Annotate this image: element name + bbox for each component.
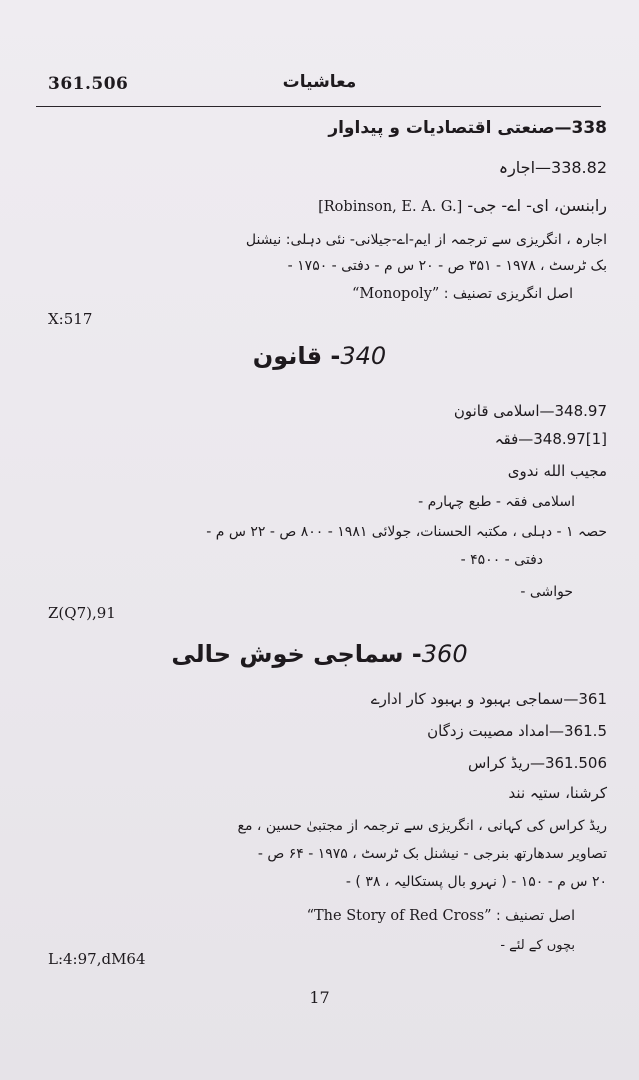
entry-338-title: صنعتی اقتصادیات و پیداوار xyxy=(328,118,555,138)
entry-361: 361—سماجی بہبود و بہبود کار ادارے xyxy=(370,690,607,708)
section-340-number: 340 xyxy=(340,342,387,370)
krishna-author: کرشنا، ستیہ نند xyxy=(508,784,607,802)
robinson-original-title xyxy=(352,286,573,302)
mujib-desc-3: دفتی - ۴۵۰۰ - xyxy=(460,552,543,568)
header-title: معاشیات xyxy=(282,72,357,92)
entry-361506-number: 361.506 xyxy=(544,754,607,772)
entry-34897: 348.97—اسلامی قانون xyxy=(453,402,607,420)
entry-361506-title: ریڈ کراس xyxy=(468,754,530,772)
entry-33882-title: اجارہ xyxy=(498,158,536,177)
robinson-original-label: اصل انگریزی تصنیف : xyxy=(443,286,573,302)
entry-348971: 348.97[1]—فقہ xyxy=(494,430,607,448)
robinson-author xyxy=(318,196,607,215)
krishna-desc-2: تصاویر سدھارتھ بنرجی - نیشنل بک ٹرسٹ ، ۱۹۷۵ - ۶۴ ص - xyxy=(257,846,607,862)
mujib-author: مجیب الله ندوی xyxy=(507,462,607,480)
entry-33882-number: 338.82 xyxy=(551,158,607,177)
krishna-desc-5: بچوں کے لئے - xyxy=(500,938,575,953)
krishna-original-label: اصل تصنیف : xyxy=(496,908,575,924)
entry-348971-number: 348.97[1] xyxy=(533,430,607,448)
robinson-author-english: [Robinson, E. A. G.] xyxy=(318,199,463,215)
entry-338-number: 338 xyxy=(571,118,607,138)
robinson-code: X:517 xyxy=(48,310,93,328)
header-class-number: 361.506 xyxy=(48,74,129,94)
section-340-title: قانون xyxy=(252,342,323,370)
mujib-code: Z(Q7),91 xyxy=(48,604,116,622)
entry-338: 338—صنعتی اقتصادیات و پیداوار xyxy=(328,118,607,138)
krishna-original-english: “The Story of Red Cross” xyxy=(306,908,492,924)
robinson-desc-2: بک ٹرسٹ ، ۱۹۷۸ - ۳۵۱ ص - ۲۰ س م - دفتی - ۱۷۵۰ - xyxy=(287,258,607,274)
entry-34897-title: اسلامی قانون xyxy=(453,402,540,420)
section-340: 340- قانون xyxy=(252,342,387,370)
entry-348971-title: فقہ xyxy=(494,430,519,448)
entry-361506: 361.506—ریڈ کراس xyxy=(468,754,607,772)
mujib-desc-4: حواشی - xyxy=(520,584,573,600)
robinson-author-urdu: رابنسن، ای- اے- جی- xyxy=(467,196,607,215)
entry-3615-number: 361.5 xyxy=(564,722,607,740)
krishna-desc-3: ۲۰ س م - ۱۵۰ - ( نہرو بال پستکالیہ ، ۳۸ ) - xyxy=(345,874,607,890)
entry-3615-title: امداد مصیبت زدگان xyxy=(427,722,550,740)
section-360: 360- سماجی خوش حالی xyxy=(171,640,468,668)
entry-34897-number: 348.97 xyxy=(554,402,607,420)
robinson-desc-1: اجارہ ، انگریزی سے ترجمہ از ایم-اے-جیلانی- نئی دہلی: نیشنل xyxy=(245,232,607,248)
entry-361-title: سماجی بہبود و بہبود کار ادارے xyxy=(370,690,564,708)
mujib-desc-1: اسلامی فقہ - طبع چہارم - xyxy=(418,494,575,510)
entry-361-number: 361 xyxy=(578,690,607,708)
entry-33882: 338.82—اجارہ xyxy=(498,158,607,177)
header-rule xyxy=(36,106,601,107)
robinson-original-english: “Monopoly” xyxy=(351,286,440,302)
section-360-number: 360 xyxy=(421,640,468,668)
krishna-desc-1: ریڈ کراس کی کہانی ، انگریزی سے ترجمہ از مجتبیٰ حسین ، مع xyxy=(237,818,607,834)
section-360-title: سماجی خوش حالی xyxy=(171,640,404,668)
krishna-original-title xyxy=(307,908,575,924)
krishna-code: L:4:97,dM64 xyxy=(48,950,146,968)
page-number: 17 xyxy=(309,988,330,1007)
entry-3615: 361.5—امداد مصیبت زدگان xyxy=(427,722,607,740)
mujib-desc-2: حصہ ۱ - دہلی ، مکتبہ الحسنات، جولائی ۱۹۸۱ - ۸۰۰ ص - ۲۲ س م - xyxy=(206,524,607,540)
